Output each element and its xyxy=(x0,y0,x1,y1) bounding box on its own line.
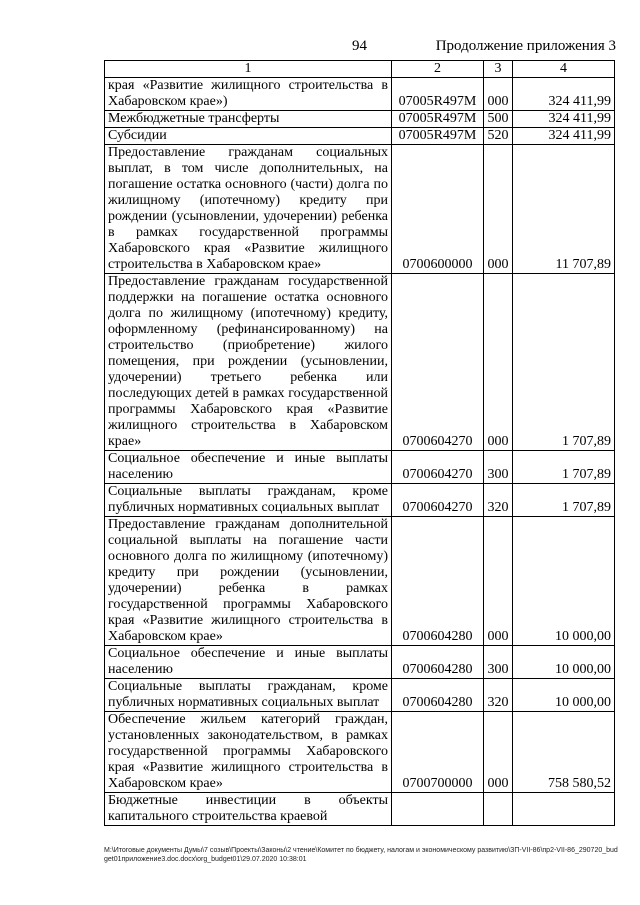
row-type: 320 xyxy=(484,484,513,517)
table-header-row xyxy=(105,61,615,78)
row-sum: 324 411,99 xyxy=(513,78,615,111)
row-name: Социальные выплаты гражданам, кроме публичных нормативных социальных выплат xyxy=(105,679,392,712)
row-code: 0700604270 xyxy=(392,274,484,451)
row-sum: 10 000,00 xyxy=(513,517,615,646)
row-code xyxy=(392,793,484,826)
table-row xyxy=(105,712,615,793)
row-code: 07005R497M xyxy=(392,128,484,145)
row-type xyxy=(484,793,513,826)
row-code: 0700604280 xyxy=(392,517,484,646)
row-name: Социальное обеспечение и иные выплаты населению xyxy=(105,646,392,679)
row-sum: 324 411,99 xyxy=(513,111,615,128)
row-name: Социальное обеспечение и иные выплаты населению xyxy=(105,451,392,484)
row-sum: 1 707,89 xyxy=(513,451,615,484)
table-row xyxy=(105,78,615,111)
row-type: 320 xyxy=(484,679,513,712)
row-type: 000 xyxy=(484,517,513,646)
row-code: 07005R497M xyxy=(392,111,484,128)
row-name: Обеспечение жильем категорий граждан, установленных законодательством, в рамках государственной программы Хабаровского края «Развитие жилищного строительства в Хабаровском крае» xyxy=(105,712,392,793)
row-type: 000 xyxy=(484,78,513,111)
row-type: 000 xyxy=(484,145,513,274)
budget-table xyxy=(104,60,615,826)
continuation-label: Продолжение приложения 3 xyxy=(435,38,616,54)
row-type: 300 xyxy=(484,646,513,679)
table-row xyxy=(105,111,615,128)
table-row xyxy=(105,517,615,646)
row-name: Социальные выплаты гражданам, кроме публичных нормативных социальных выплат xyxy=(105,484,392,517)
row-code: 0700604270 xyxy=(392,451,484,484)
row-sum: 324 411,99 xyxy=(513,128,615,145)
table-row xyxy=(105,128,615,145)
row-code: 0700600000 xyxy=(392,145,484,274)
row-name: Субсидии xyxy=(105,128,392,145)
row-name: Бюджетные инвестиции в объекты капитального строительства краевой xyxy=(105,793,392,826)
row-code: 0700700000 xyxy=(392,712,484,793)
row-sum: 10 000,00 xyxy=(513,646,615,679)
table-row xyxy=(105,274,615,451)
column-header-4: 4 xyxy=(513,61,615,78)
table-row xyxy=(105,451,615,484)
row-name: Межбюджетные трансферты xyxy=(105,111,392,128)
row-sum xyxy=(513,793,615,826)
table-row xyxy=(105,646,615,679)
column-header-3: 3 xyxy=(484,61,513,78)
row-type: 000 xyxy=(484,274,513,451)
row-type: 500 xyxy=(484,111,513,128)
row-code: 0700604270 xyxy=(392,484,484,517)
footer-file-path: M:\Итоговые документы Думы\7 созыв\Проекты\Законы\2 чтение\Комитет по бюджету, налогам и экономическому развитию\ЗП-VII-86\пр2-VII-86_290720_budget01приложение3.doc.docx\org_budget01\29.07.2020 10:38:01 xyxy=(104,847,618,863)
table-row xyxy=(105,145,615,274)
row-type: 300 xyxy=(484,451,513,484)
column-header-1: 1 xyxy=(105,61,392,78)
row-code: 0700604280 xyxy=(392,679,484,712)
table-row xyxy=(105,793,615,826)
row-sum: 1 707,89 xyxy=(513,274,615,451)
page-number: 94 xyxy=(352,38,367,54)
column-header-2: 2 xyxy=(392,61,484,78)
row-name: Предоставление гражданам социальных выплат, в том числе дополнительных, на погашение остатка основного (части) долга по жилищному (ипотечному) кредиту при рождении (усыновлении, удочерении) ребенка в рамках государственной программы Хабаровского края «Развитие жилищного строительства в Хабаровском крае» xyxy=(105,145,392,274)
table-row xyxy=(105,679,615,712)
row-type: 000 xyxy=(484,712,513,793)
table-row xyxy=(105,484,615,517)
row-code: 07005R497M xyxy=(392,78,484,111)
row-name: края «Развитие жилищного строительства в Хабаровском крае») xyxy=(105,78,392,111)
row-sum: 758 580,52 xyxy=(513,712,615,793)
row-sum: 1 707,89 xyxy=(513,484,615,517)
row-code: 0700604280 xyxy=(392,646,484,679)
row-sum: 11 707,89 xyxy=(513,145,615,274)
row-type: 520 xyxy=(484,128,513,145)
row-name: Предоставление гражданам дополнительной социальной выплаты на погашение части основного долга по жилищному (ипотечному) кредиту при рождении (усыновлении, удочерении) ребенка в рамках государственной программы Хабаровского края «Развитие жилищного строительства в Хабаровском крае» xyxy=(105,517,392,646)
row-sum: 10 000,00 xyxy=(513,679,615,712)
row-name: Предоставление гражданам государственной поддержки на погашение остатка основного долга по жилищному (ипотечному) кредиту, оформленному (рефинансированному) на строительство (приобретение) жилого помещения, при рождении (усыновлении, удочерении) третьего ребенка или последующих детей в рамках государственной программы Хабаровского края «Развитие жилищного строительства в Хабаровском крае» xyxy=(105,274,392,451)
